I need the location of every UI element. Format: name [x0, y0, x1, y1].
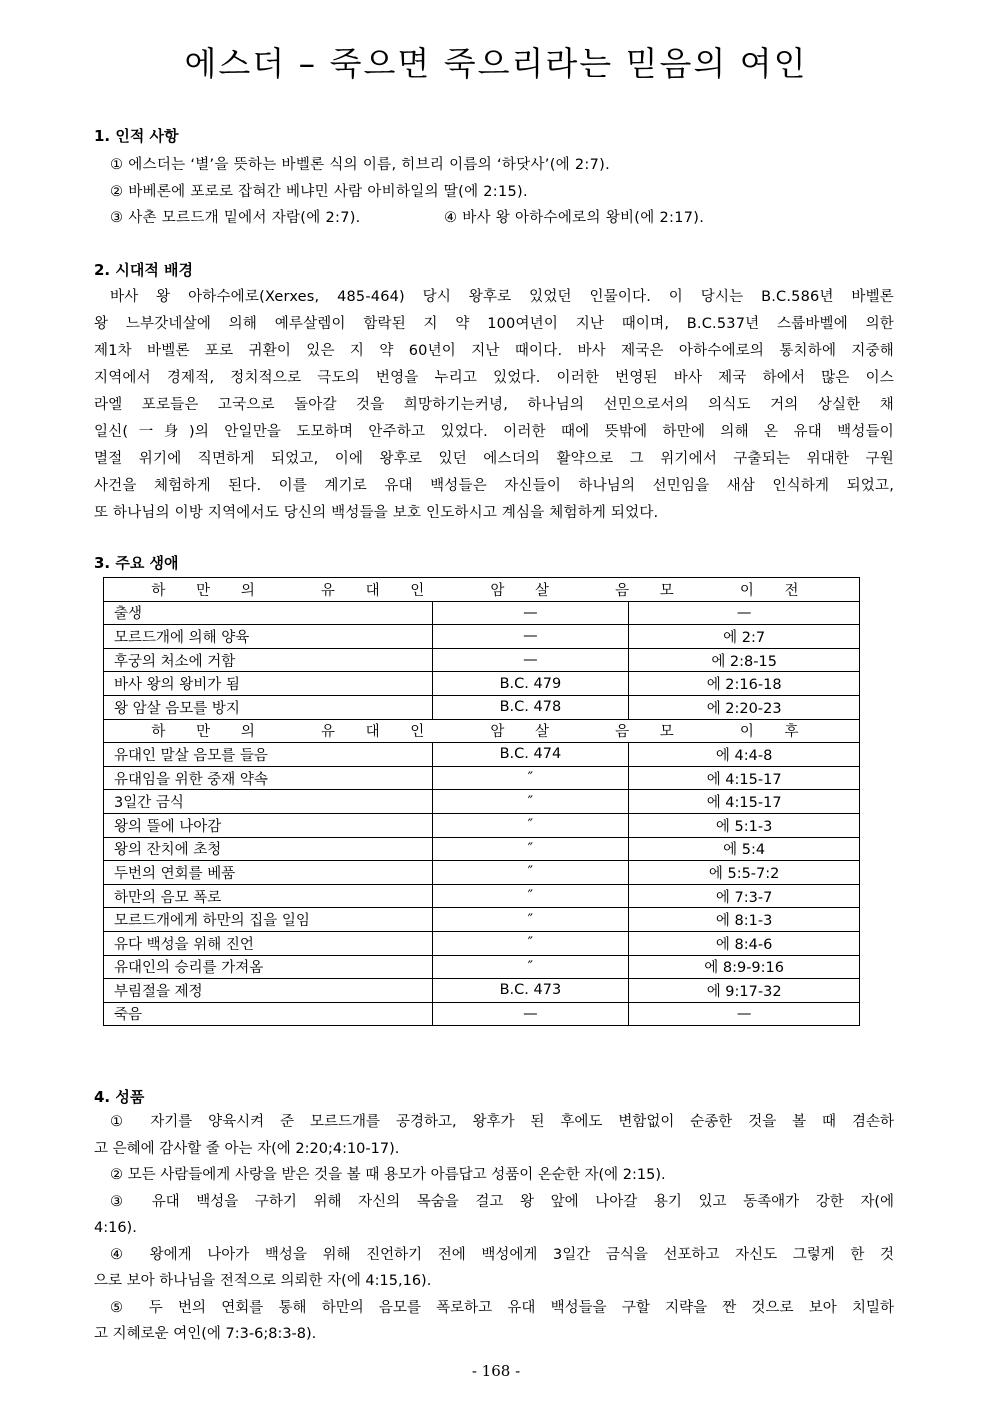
reference-cell: 에 4:15-17 [629, 790, 860, 814]
table-row [104, 790, 860, 814]
background-line: 제1차 바벨론 포로 귀환이 있은 지 약 60년이 지난 때이다. 바사 제국은 아하수에로의 통치하에 지중해 [94, 343, 894, 359]
table-row [104, 648, 860, 672]
event-cell: 3일간 금식 [104, 790, 433, 814]
reference-cell: 에 9:17-32 [629, 979, 860, 1003]
character-line: ⑤ 두 번의 연회를 통해 하만의 음모를 폭로하고 유대 백성들을 구할 지략을 짠 것으로 보아 치밀하 [110, 1299, 894, 1316]
reference-cell: 에 5:1-3 [629, 813, 860, 837]
event-cell: 후궁의 처소에 거함 [104, 648, 433, 672]
background-line: 바사 왕 아하수에로(Xerxes, 485-464) 당시 왕후로 있었던 인물이다. 이 당시는 B.C.586년 바벨론 [110, 289, 894, 305]
date-cell: ″ [432, 955, 629, 979]
background-paragraph [94, 284, 894, 527]
event-cell: 출생 [104, 601, 433, 625]
event-cell: 왕의 뜰에 나아감 [104, 813, 433, 837]
date-cell: ″ [432, 884, 629, 908]
event-cell: 유대임을 위한 중재 약속 [104, 766, 433, 790]
background-line: 일신(一身)의 안일만을 도모하며 안주하고 있었다. 이러한 때에 뜻밖에 하만에 의해 온 유대 백성들이 [94, 424, 894, 440]
character-list [94, 1109, 894, 1348]
personal-line-1: ① 에스더는 ‘별’을 뜻하는 바벨론 식의 이름, 히브리 이름의 ‘하닷사’(에 2:7). [110, 157, 610, 173]
section-heading-personal: 1. 인적 사항 [94, 127, 179, 145]
event-cell: 모르드개에 의해 양육 [104, 625, 433, 649]
background-line: 지역에서 경제적, 정치적으로 극도의 번영을 누리고 있었다. 이러한 번영된 바사 제국 하에서 많은 이스 [94, 370, 894, 386]
event-cell: 바사 왕의 왕비가 됨 [104, 672, 433, 696]
table-row [104, 979, 860, 1003]
background-line: 멸절 위기에 직면하게 되었고, 이에 왕후로 있던 에스더의 활약으로 그 위기에서 구출되는 위대한 구원 [94, 451, 894, 467]
table-row [104, 861, 860, 885]
table-row [104, 837, 860, 861]
table-row [104, 672, 860, 696]
event-cell: 왕 암살 음모를 방지 [104, 695, 433, 719]
background-line: 라엘 포로들은 고국으로 돌아갈 것을 희망하기는커녕, 하나님의 선민으로서의 의식도 거의 상실한 채 [94, 397, 894, 413]
reference-cell: 에 8:1-3 [629, 908, 860, 932]
reference-cell: 에 5:4 [629, 837, 860, 861]
event-cell: 두번의 연회를 베품 [104, 861, 433, 885]
page-title: 에스더 – 죽으면 죽으리라는 믿음의 여인 [184, 44, 808, 83]
reference-cell: — [629, 601, 860, 625]
section-heading-background: 2. 시대적 배경 [94, 261, 194, 279]
event-cell: 하만의 음모 폭로 [104, 884, 433, 908]
background-line: 왕 느부갓네살에 의해 예루살렘이 함락된 지 약 100여년이 지난 때이며, B.C.537년 스룹바벨에 의한 [94, 316, 894, 332]
date-cell: B.C. 474 [432, 743, 629, 767]
reference-cell: 에 8:4-6 [629, 931, 860, 955]
reference-cell: 에 2:7 [629, 625, 860, 649]
date-cell: B.C. 479 [432, 672, 629, 696]
table-row [104, 695, 860, 719]
character-line: ③ 유대 백성을 구하기 위해 자신의 목숨을 걸고 왕 앞에 나아갈 용기 있고 동족애가 강한 자(에 [110, 1193, 894, 1210]
reference-cell: 에 4:4-8 [629, 743, 860, 767]
date-cell: ″ [432, 908, 629, 932]
life-events-table [103, 577, 860, 1026]
character-line: 고 은혜에 감사할 줄 아는 자(에 2:20;4:10-17). [94, 1140, 400, 1157]
section-heading-life: 3. 주요 생애 [94, 554, 179, 572]
section-heading-character: 4. 성품 [94, 1088, 145, 1106]
character-line: 으로 보아 하나님을 전적으로 의뢰한 자(에 4:15,16). [94, 1273, 432, 1289]
event-cell: 유대인 말살 음모를 들음 [104, 743, 433, 767]
character-line: 4:16). [94, 1220, 137, 1236]
date-cell: ″ [432, 931, 629, 955]
table-row [104, 625, 860, 649]
page-number: - 168 - [471, 1362, 521, 1380]
reference-cell: 에 2:8-15 [629, 648, 860, 672]
reference-cell: 에 5:5-7:2 [629, 861, 860, 885]
reference-cell: 에 4:15-17 [629, 766, 860, 790]
table-row [104, 884, 860, 908]
table-row [104, 766, 860, 790]
reference-cell: 에 2:16-18 [629, 672, 860, 696]
reference-cell: — [629, 1002, 860, 1026]
table-header-row [104, 719, 860, 743]
date-cell: B.C. 478 [432, 695, 629, 719]
event-cell: 모르드개에게 하만의 집을 일임 [104, 908, 433, 932]
date-cell: B.C. 473 [432, 979, 629, 1003]
period-header-after: 하 만 의 유 대 인 암 살 음 모 이 후 [104, 719, 860, 743]
character-line: ① 자기를 양육시켜 준 모르드개를 공경하고, 왕후가 된 후에도 변함없이 순종한 것을 볼 때 겸손하 [110, 1114, 894, 1130]
character-line: ② 모든 사람들에게 사랑을 받은 것을 볼 때 용모가 아름답고 성품이 온순한 자(에 2:15). [110, 1167, 666, 1183]
reference-cell: 에 7:3-7 [629, 884, 860, 908]
table-row [104, 743, 860, 767]
event-cell: 죽음 [104, 1002, 433, 1026]
date-cell: — [432, 648, 629, 672]
date-cell: ″ [432, 837, 629, 861]
background-line: 또 하나님의 이방 지역에서도 당신의 백성들을 보호 인도하시고 계심을 체험하게 되었다. [94, 505, 659, 521]
table-row [104, 1002, 860, 1026]
date-cell: — [432, 1002, 629, 1026]
date-cell: — [432, 625, 629, 649]
table-row [104, 908, 860, 932]
table-row [104, 813, 860, 837]
background-line: 사건을 체험하게 된다. 이를 계기로 유대 백성들은 자신들이 하나님의 선민임을 새삼 인식하게 되었고, [94, 478, 894, 494]
date-cell: ″ [432, 861, 629, 885]
personal-line-3: ③ 사촌 모르드개 밑에서 자람(에 2:7). [110, 210, 361, 226]
table-row [104, 931, 860, 955]
reference-cell: 에 8:9-9:16 [629, 955, 860, 979]
date-cell: — [432, 601, 629, 625]
character-line: ④ 왕에게 나아가 백성을 위해 진언하기 전에 백성에게 3일간 금식을 선포하고 자신도 그렇게 한 것 [110, 1246, 894, 1263]
event-cell: 왕의 잔치에 초청 [104, 837, 433, 861]
table-row [104, 955, 860, 979]
date-cell: ″ [432, 766, 629, 790]
table-row [104, 601, 860, 625]
period-header-before: 하 만 의 유 대 인 암 살 음 모 이 전 [104, 578, 860, 602]
reference-cell: 에 2:20-23 [629, 695, 860, 719]
event-cell: 유다 백성을 위해 진언 [104, 931, 433, 955]
date-cell: ″ [432, 813, 629, 837]
event-cell: 부림절을 제정 [104, 979, 433, 1003]
personal-line-4: ④ 바사 왕 아하수에로의 왕비(에 2:17). [444, 210, 705, 226]
table-header-row [104, 578, 860, 602]
date-cell: ″ [432, 790, 629, 814]
event-cell: 유대인의 승리를 가져옴 [104, 955, 433, 979]
character-line: 고 지혜로운 여인(에 7:3-6;8:3-8). [94, 1326, 317, 1342]
personal-line-2: ② 바베론에 포로로 잡혀간 베냐민 사람 아비하일의 딸(에 2:15). [110, 184, 528, 200]
